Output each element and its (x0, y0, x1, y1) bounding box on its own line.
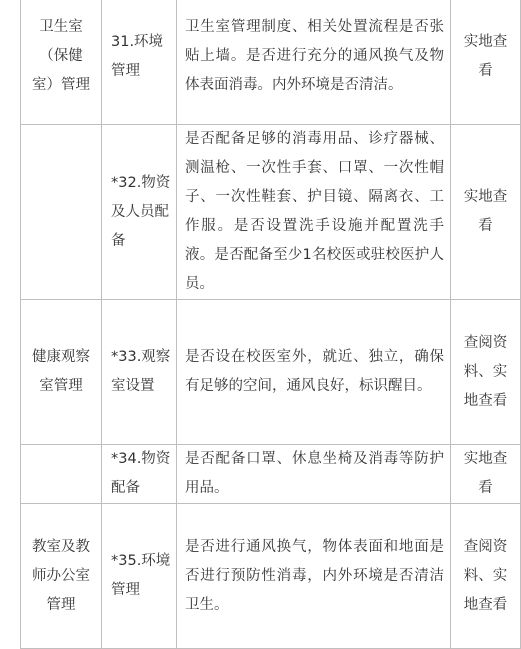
category-cell (21, 445, 102, 504)
table-row (21, 504, 521, 649)
table-row (21, 0, 521, 125)
table-row (21, 300, 521, 445)
category-cell: 教室及教师办公室管理 (21, 504, 102, 649)
method-cell: 查阅资料、实地查看 (451, 300, 521, 445)
content-cell: 卫生室管理制度、相关处置流程是否张贴上墙。是否进行充分的通风换气及物体表面消毒。内外环境是否清洁。 (177, 0, 451, 125)
item-cell: *33.观察室设置 (102, 300, 177, 445)
method-cell: 实地查看 (451, 445, 521, 504)
item-cell: *34.物资配备 (102, 445, 177, 504)
content-cell: 是否设在校医室外，就近、独立，确保有足够的空间，通风良好，标识醒目。 (177, 300, 451, 445)
category-cell: 卫生室（保健室）管理 (21, 0, 102, 125)
item-cell: *35.环境管理 (102, 504, 177, 649)
item-cell: 31.环境管理 (102, 0, 177, 125)
method-cell: 实地查看 (451, 0, 521, 125)
table-row (21, 125, 521, 300)
content-cell: 是否进行通风换气，物体表面和地面是否进行预防性消毒，内外环境是否清洁卫生。 (177, 504, 451, 649)
inspection-table (20, 0, 521, 649)
content-cell: 是否配备足够的消毒用品、诊疗器械、测温枪、一次性手套、口罩、一次性帽子、一次性鞋套、护目镜、隔离衣、工作服。是否设置洗手设施并配置洗手液。是否配备至少1名校医或驻校医护人员。 (177, 125, 451, 300)
content-cell: 是否配备口罩、休息坐椅及消毒等防护用品。 (177, 445, 451, 504)
method-cell: 实地查看 (451, 125, 521, 300)
item-cell: *32.物资及人员配备 (102, 125, 177, 300)
table-row (21, 445, 521, 504)
method-cell: 查阅资料、实地查看 (451, 504, 521, 649)
category-cell: 健康观察室管理 (21, 300, 102, 445)
category-cell (21, 125, 102, 300)
